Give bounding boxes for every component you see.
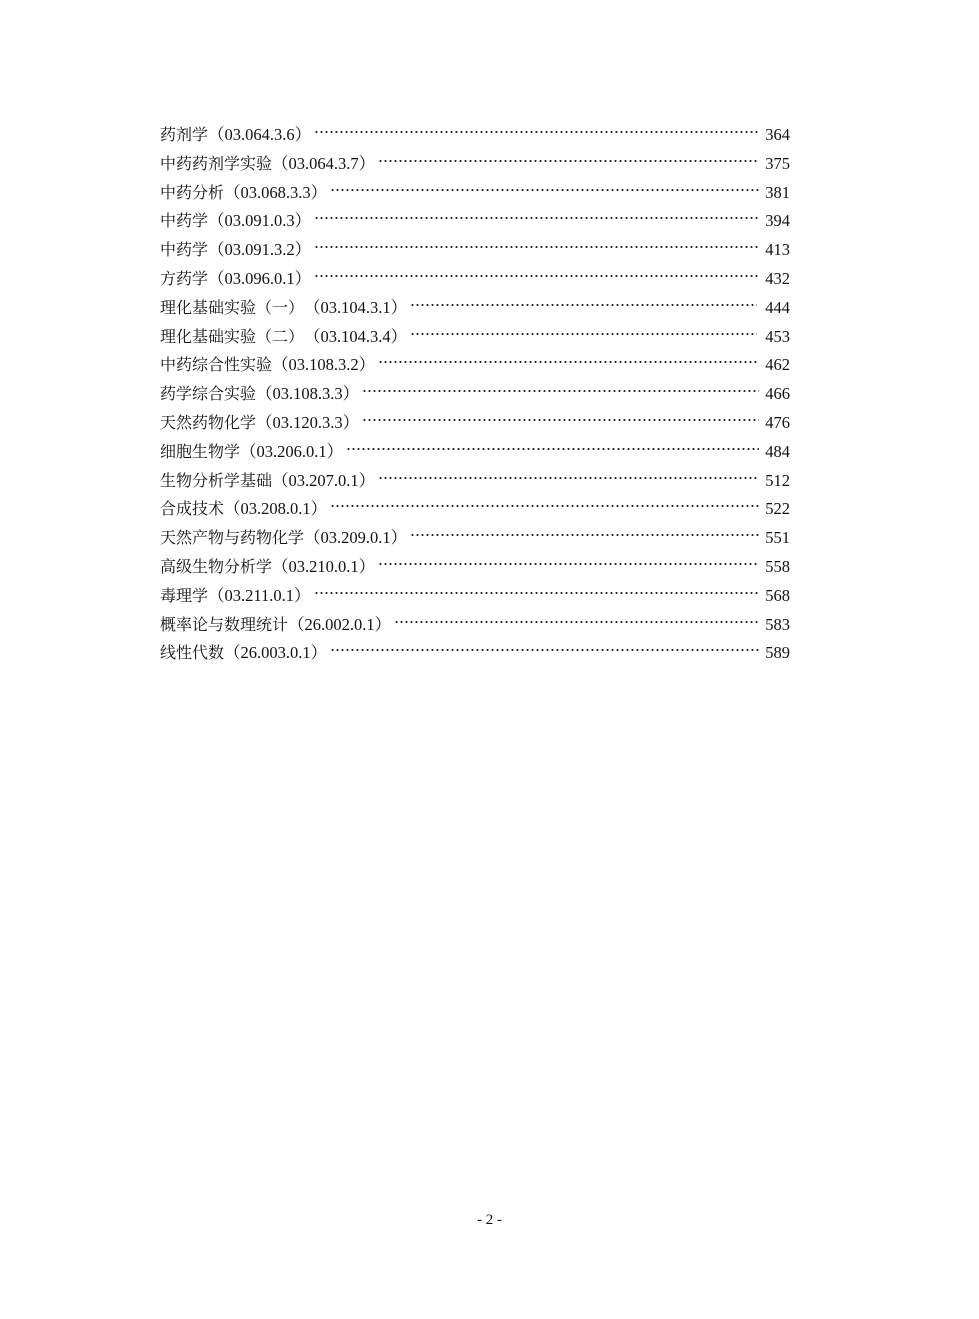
dot-leader [378, 357, 759, 367]
toc-entry-page: 364 [765, 125, 790, 144]
dot-leader [410, 300, 757, 310]
dot-leader [330, 645, 759, 655]
dot-leader [346, 444, 759, 454]
toc-entry-page: 476 [765, 412, 790, 432]
toc-entry-code: （03.120.3.3） [256, 412, 360, 432]
toc-entry-code: （03.064.3.7） [272, 153, 376, 173]
toc-entry-code: （03.211.0.1） [208, 585, 311, 605]
toc-entry-title: 合成技术 [160, 499, 225, 519]
dot-leader [330, 185, 759, 195]
toc-entry[interactable] [160, 582, 790, 611]
toc-entry[interactable] [160, 611, 790, 640]
toc-entry-title: 概率论与数理统计 [160, 614, 289, 634]
toc-entry-page: 484 [765, 441, 790, 461]
dot-leader [410, 530, 759, 540]
toc-entry[interactable] [160, 409, 790, 438]
dot-leader [378, 473, 759, 483]
dot-leader [362, 386, 759, 396]
toc-entry-code: （26.003.0.1） [224, 643, 328, 663]
toc-entry[interactable] [160, 639, 790, 668]
toc-entry-title: 生物分析学基础 [160, 470, 273, 490]
toc-entry-page: 522 [765, 499, 790, 519]
toc-entry-page: 512 [765, 470, 790, 490]
toc-entry[interactable] [160, 495, 790, 524]
toc-entry-title: 天然药物化学 [160, 412, 257, 432]
toc-entry-page: 466 [765, 384, 790, 404]
toc-entry-page: 394 [765, 211, 790, 231]
toc-entry-title: 理化基础实验（二） [160, 326, 305, 346]
toc-entry-title: 线性代数 [160, 643, 225, 663]
toc-entry-code: （03.108.3.3） [256, 384, 360, 404]
toc-entry-page: 444 [765, 297, 790, 317]
toc-entry-title: 中药学 [160, 211, 209, 231]
toc-entry[interactable] [160, 524, 790, 553]
toc-entry-title: 中药药剂学实验 [160, 153, 273, 173]
toc-entry[interactable] [160, 121, 790, 150]
toc-entry-code: （03.104.3.4） [304, 326, 408, 346]
dot-leader [314, 271, 759, 281]
toc-entry-page: 583 [765, 614, 790, 634]
toc-entry-page: 462 [765, 355, 790, 375]
dot-leader [378, 156, 759, 166]
toc-entry-code: （03.208.0.1） [224, 499, 328, 519]
toc-entry-page: 432 [765, 268, 790, 288]
toc-entry-page: 375 [765, 153, 790, 173]
toc-entry-title: 理化基础实验（一） [160, 297, 305, 317]
dot-leader [314, 242, 759, 252]
dot-leader [314, 127, 759, 137]
toc-entry-page: 568 [765, 585, 790, 605]
toc-entry[interactable] [160, 323, 790, 352]
toc-entry[interactable] [160, 150, 790, 179]
toc-entry-page: 551 [765, 528, 790, 548]
toc-entry-code: （03.210.0.1） [272, 556, 376, 576]
toc-entry[interactable] [160, 351, 790, 380]
dot-leader [394, 617, 759, 627]
toc-entry[interactable] [160, 553, 790, 582]
toc-entry-code: （03.091.0.3） [208, 211, 312, 231]
toc-entry-page: 453 [765, 326, 790, 346]
toc-entry-page: 589 [765, 643, 790, 663]
dot-leader [314, 588, 759, 598]
toc-entry-code: （03.206.0.1） [240, 441, 344, 461]
toc-entry-title: 药剂学 [160, 125, 209, 144]
toc-entry-code: （03.068.3.3） [224, 182, 328, 202]
toc-entry-page: 381 [765, 182, 790, 202]
dot-leader [378, 559, 759, 569]
toc-entry[interactable] [160, 179, 790, 208]
toc-entry-code: （26.002.0.1） [288, 614, 392, 634]
toc-entry-title: 天然产物与药物化学 [160, 528, 305, 548]
toc-entry-code: （03.209.0.1） [304, 528, 408, 548]
toc-entry-title: 药学综合实验 [160, 384, 257, 404]
toc-entry-code: （03.096.0.1） [208, 268, 312, 288]
toc-entry-code: （03.108.3.2） [272, 355, 376, 375]
toc-entry-code: （03.064.3.6） [208, 125, 312, 144]
toc-entry-title: 细胞生物学 [160, 441, 241, 461]
toc-entry-title: 中药分析 [160, 182, 225, 202]
toc-entry-title: 高级生物分析学 [160, 556, 273, 576]
toc-entry[interactable] [160, 236, 790, 265]
dot-leader [410, 329, 757, 339]
toc-entry[interactable] [160, 438, 790, 467]
dot-leader [362, 415, 759, 425]
toc-entry-code: （03.091.3.2） [208, 240, 312, 260]
dot-leader [314, 213, 759, 223]
toc-entry-title: 毒理学 [160, 585, 209, 605]
toc-entry[interactable] [160, 265, 790, 294]
toc-entry-title: 中药学 [160, 240, 209, 260]
dot-leader [330, 501, 759, 511]
toc-entry-title: 中药综合性实验 [160, 355, 273, 375]
toc-entry[interactable] [160, 207, 790, 236]
toc-entry[interactable] [160, 467, 790, 496]
toc-entry-code: （03.207.0.1） [272, 470, 376, 490]
table-of-contents [160, 121, 790, 668]
toc-entry-title: 方药学 [160, 268, 209, 288]
toc-entry-page: 558 [765, 556, 790, 576]
toc-entry[interactable] [160, 294, 790, 323]
toc-entry[interactable] [160, 380, 790, 409]
page-number: - 2 - [477, 1212, 502, 1228]
toc-entry-page: 413 [765, 240, 790, 260]
toc-entry-code: （03.104.3.1） [304, 297, 408, 317]
